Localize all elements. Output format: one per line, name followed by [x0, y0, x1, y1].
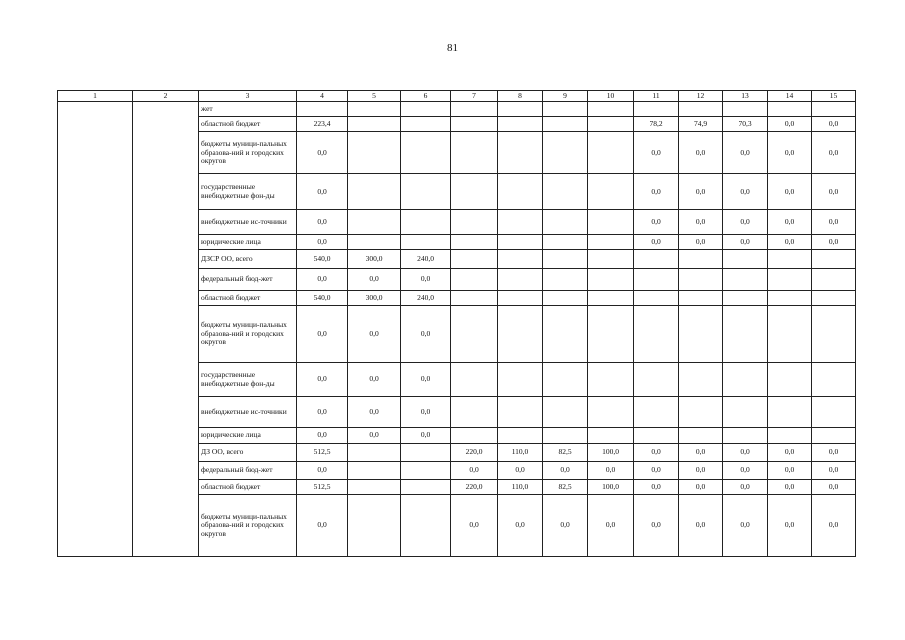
- value-cell: 540,0: [297, 250, 348, 269]
- value-cell: [768, 102, 812, 116]
- value-cell: [401, 210, 451, 235]
- row-label: бюджеты муници-пальных образова-ний и городских округов: [199, 132, 297, 174]
- value-cell: [451, 174, 498, 210]
- value-cell: 0,0: [543, 462, 588, 479]
- value-cell: 0,0: [768, 174, 812, 210]
- value-cell: [543, 210, 588, 235]
- value-cell: 0,0: [297, 362, 348, 397]
- value-cell: [634, 397, 679, 428]
- value-cell: 0,0: [297, 174, 348, 210]
- value-cell: [768, 428, 812, 443]
- value-cell: 0,0: [768, 462, 812, 479]
- value-cell: 82,5: [543, 443, 588, 462]
- value-cell: [451, 397, 498, 428]
- value-cell: [588, 132, 634, 174]
- value-cell: 0,0: [768, 234, 812, 249]
- header-row: [58, 91, 856, 102]
- value-cell: [401, 102, 451, 116]
- value-cell: 0,0: [401, 397, 451, 428]
- header-cell: 1: [58, 91, 133, 102]
- value-cell: 0,0: [348, 305, 401, 362]
- value-cell: 0,0: [348, 397, 401, 428]
- header-cell: 3: [199, 91, 297, 102]
- value-cell: 0,0: [679, 234, 723, 249]
- value-cell: 0,0: [634, 495, 679, 557]
- value-cell: [723, 102, 768, 116]
- header-cell: 9: [543, 91, 588, 102]
- value-cell: [588, 210, 634, 235]
- value-cell: [543, 290, 588, 305]
- value-cell: [451, 362, 498, 397]
- row-label: государственные внебюджетные фон-ды: [199, 174, 297, 210]
- value-cell: [634, 290, 679, 305]
- value-cell: 512,5: [297, 443, 348, 462]
- value-cell: [723, 305, 768, 362]
- header-cell: 7: [451, 91, 498, 102]
- value-cell: [588, 428, 634, 443]
- value-cell: [498, 305, 543, 362]
- value-cell: 0,0: [401, 428, 451, 443]
- value-cell: [498, 362, 543, 397]
- value-cell: 0,0: [401, 362, 451, 397]
- value-cell: [543, 174, 588, 210]
- value-cell: 0,0: [297, 234, 348, 249]
- value-cell: 0,0: [679, 495, 723, 557]
- value-cell: [679, 250, 723, 269]
- value-cell: [498, 102, 543, 116]
- value-cell: [451, 234, 498, 249]
- value-cell: [588, 102, 634, 116]
- value-cell: [348, 495, 401, 557]
- value-cell: [679, 290, 723, 305]
- value-cell: [723, 362, 768, 397]
- value-cell: [812, 428, 856, 443]
- value-cell: [588, 305, 634, 362]
- value-cell: [634, 102, 679, 116]
- value-cell: 0,0: [723, 132, 768, 174]
- value-cell: [498, 428, 543, 443]
- value-cell: [451, 116, 498, 131]
- budget-table: [57, 90, 856, 557]
- value-cell: 0,0: [679, 132, 723, 174]
- value-cell: [498, 250, 543, 269]
- value-cell: 110,0: [498, 479, 543, 494]
- value-cell: [723, 290, 768, 305]
- value-cell: [348, 116, 401, 131]
- value-cell: [348, 443, 401, 462]
- value-cell: [498, 132, 543, 174]
- value-cell: 0,0: [297, 495, 348, 557]
- value-cell: [498, 290, 543, 305]
- value-cell: 110,0: [498, 443, 543, 462]
- value-cell: [451, 428, 498, 443]
- value-cell: 0,0: [543, 495, 588, 557]
- value-cell: 0,0: [451, 462, 498, 479]
- value-cell: 0,0: [679, 479, 723, 494]
- row-label: ДЗСР ОО, всего: [199, 250, 297, 269]
- value-cell: [634, 250, 679, 269]
- value-cell: [768, 397, 812, 428]
- value-cell: [451, 102, 498, 116]
- value-cell: [297, 102, 348, 116]
- value-cell: 0,0: [812, 210, 856, 235]
- value-cell: [348, 234, 401, 249]
- value-cell: 70,3: [723, 116, 768, 131]
- value-cell: 0,0: [297, 305, 348, 362]
- value-cell: [723, 268, 768, 290]
- value-cell: 0,0: [348, 362, 401, 397]
- header-cell: 12: [679, 91, 723, 102]
- value-cell: 0,0: [588, 462, 634, 479]
- row-label: жет: [199, 102, 297, 116]
- merged-cell-col2: [133, 102, 199, 557]
- value-cell: [723, 397, 768, 428]
- value-cell: 0,0: [498, 495, 543, 557]
- value-cell: [679, 268, 723, 290]
- value-cell: [679, 102, 723, 116]
- value-cell: 0,0: [679, 174, 723, 210]
- value-cell: 0,0: [768, 132, 812, 174]
- value-cell: 0,0: [723, 495, 768, 557]
- value-cell: 0,0: [723, 479, 768, 494]
- header-cell: 15: [812, 91, 856, 102]
- value-cell: [401, 495, 451, 557]
- value-cell: 300,0: [348, 250, 401, 269]
- value-cell: [401, 132, 451, 174]
- value-cell: 0,0: [812, 174, 856, 210]
- value-cell: 0,0: [723, 210, 768, 235]
- value-cell: 0,0: [768, 116, 812, 131]
- value-cell: [543, 268, 588, 290]
- value-cell: 0,0: [634, 210, 679, 235]
- row-label: внебюджетные ис-точники: [199, 397, 297, 428]
- value-cell: [498, 268, 543, 290]
- header-cell: 14: [768, 91, 812, 102]
- value-cell: 0,0: [723, 462, 768, 479]
- value-cell: [588, 268, 634, 290]
- value-cell: [588, 174, 634, 210]
- value-cell: [543, 132, 588, 174]
- value-cell: [543, 234, 588, 249]
- row-label: федеральный бюд-жет: [199, 268, 297, 290]
- value-cell: [498, 116, 543, 131]
- value-cell: 82,5: [543, 479, 588, 494]
- row-label: юридические лица: [199, 428, 297, 443]
- value-cell: [348, 462, 401, 479]
- value-cell: 0,0: [348, 428, 401, 443]
- value-cell: [634, 305, 679, 362]
- table-row: [58, 102, 856, 116]
- value-cell: 0,0: [401, 305, 451, 362]
- row-label: областной бюджет: [199, 290, 297, 305]
- value-cell: 100,0: [588, 479, 634, 494]
- value-cell: [401, 234, 451, 249]
- header-cell: 13: [723, 91, 768, 102]
- value-cell: [768, 290, 812, 305]
- value-cell: [588, 116, 634, 131]
- value-cell: 240,0: [401, 290, 451, 305]
- value-cell: [812, 362, 856, 397]
- page-number: 81: [447, 42, 458, 54]
- value-cell: 0,0: [634, 234, 679, 249]
- value-cell: [401, 462, 451, 479]
- value-cell: [348, 479, 401, 494]
- header-cell: 8: [498, 91, 543, 102]
- value-cell: 0,0: [812, 462, 856, 479]
- value-cell: [543, 102, 588, 116]
- value-cell: [634, 428, 679, 443]
- value-cell: 0,0: [768, 479, 812, 494]
- value-cell: [723, 428, 768, 443]
- value-cell: 0,0: [348, 268, 401, 290]
- value-cell: 78,2: [634, 116, 679, 131]
- value-cell: 0,0: [588, 495, 634, 557]
- value-cell: [498, 174, 543, 210]
- value-cell: [768, 250, 812, 269]
- row-label: бюджеты муници-пальных образова-ний и городских округов: [199, 495, 297, 557]
- value-cell: 0,0: [634, 132, 679, 174]
- value-cell: [812, 250, 856, 269]
- value-cell: [348, 210, 401, 235]
- value-cell: 0,0: [812, 443, 856, 462]
- header-cell: 11: [634, 91, 679, 102]
- value-cell: 540,0: [297, 290, 348, 305]
- value-cell: 0,0: [679, 443, 723, 462]
- value-cell: 100,0: [588, 443, 634, 462]
- header-cell: 4: [297, 91, 348, 102]
- value-cell: [451, 250, 498, 269]
- row-label: бюджеты муници-пальных образова-ний и городских округов: [199, 305, 297, 362]
- row-label: областной бюджет: [199, 479, 297, 494]
- value-cell: 0,0: [812, 234, 856, 249]
- value-cell: [543, 116, 588, 131]
- value-cell: 0,0: [723, 234, 768, 249]
- row-label: юридические лица: [199, 234, 297, 249]
- value-cell: 0,0: [297, 210, 348, 235]
- value-cell: 0,0: [297, 428, 348, 443]
- row-label: областной бюджет: [199, 116, 297, 131]
- row-label: ДЗ ОО, всего: [199, 443, 297, 462]
- value-cell: 0,0: [812, 479, 856, 494]
- value-cell: 220,0: [451, 479, 498, 494]
- value-cell: 220,0: [451, 443, 498, 462]
- value-cell: [588, 290, 634, 305]
- value-cell: 74,9: [679, 116, 723, 131]
- value-cell: [543, 397, 588, 428]
- value-cell: [498, 210, 543, 235]
- value-cell: [812, 305, 856, 362]
- value-cell: [768, 268, 812, 290]
- value-cell: [543, 305, 588, 362]
- value-cell: [679, 397, 723, 428]
- value-cell: [812, 102, 856, 116]
- value-cell: 0,0: [723, 443, 768, 462]
- value-cell: 0,0: [401, 268, 451, 290]
- value-cell: 0,0: [768, 210, 812, 235]
- value-cell: [451, 132, 498, 174]
- value-cell: [451, 210, 498, 235]
- value-cell: [768, 305, 812, 362]
- value-cell: [588, 362, 634, 397]
- value-cell: 0,0: [451, 495, 498, 557]
- value-cell: 0,0: [297, 397, 348, 428]
- value-cell: [451, 290, 498, 305]
- value-cell: [634, 268, 679, 290]
- value-cell: [679, 428, 723, 443]
- value-cell: [723, 250, 768, 269]
- value-cell: [498, 397, 543, 428]
- value-cell: [812, 397, 856, 428]
- value-cell: [768, 362, 812, 397]
- value-cell: [348, 132, 401, 174]
- value-cell: [812, 290, 856, 305]
- value-cell: [679, 305, 723, 362]
- value-cell: [451, 268, 498, 290]
- value-cell: 0,0: [634, 174, 679, 210]
- value-cell: [498, 234, 543, 249]
- value-cell: [543, 250, 588, 269]
- value-cell: 0,0: [812, 116, 856, 131]
- value-cell: 0,0: [768, 443, 812, 462]
- value-cell: [543, 428, 588, 443]
- value-cell: [401, 116, 451, 131]
- value-cell: [679, 362, 723, 397]
- value-cell: 240,0: [401, 250, 451, 269]
- header-cell: 6: [401, 91, 451, 102]
- value-cell: 0,0: [297, 268, 348, 290]
- value-cell: 512,5: [297, 479, 348, 494]
- value-cell: [812, 268, 856, 290]
- row-label: федеральный бюд-жет: [199, 462, 297, 479]
- value-cell: 0,0: [297, 132, 348, 174]
- value-cell: [588, 397, 634, 428]
- value-cell: [401, 174, 451, 210]
- value-cell: [348, 102, 401, 116]
- value-cell: [401, 443, 451, 462]
- header-cell: 5: [348, 91, 401, 102]
- value-cell: [401, 479, 451, 494]
- value-cell: 0,0: [723, 174, 768, 210]
- value-cell: 0,0: [634, 443, 679, 462]
- merged-cell-col1: [58, 102, 133, 557]
- value-cell: 0,0: [297, 462, 348, 479]
- value-cell: [634, 362, 679, 397]
- value-cell: [588, 234, 634, 249]
- value-cell: 0,0: [498, 462, 543, 479]
- header-cell: 2: [133, 91, 199, 102]
- row-label: государственные внебюджетные фон-ды: [199, 362, 297, 397]
- value-cell: [451, 305, 498, 362]
- value-cell: [348, 174, 401, 210]
- value-cell: 0,0: [679, 210, 723, 235]
- value-cell: [588, 250, 634, 269]
- value-cell: 300,0: [348, 290, 401, 305]
- value-cell: 0,0: [634, 462, 679, 479]
- value-cell: 0,0: [812, 495, 856, 557]
- value-cell: 0,0: [634, 479, 679, 494]
- row-label: внебюджетные ис-точники: [199, 210, 297, 235]
- header-cell: 10: [588, 91, 634, 102]
- value-cell: 0,0: [812, 132, 856, 174]
- value-cell: 223,4: [297, 116, 348, 131]
- value-cell: 0,0: [679, 462, 723, 479]
- value-cell: [543, 362, 588, 397]
- value-cell: 0,0: [768, 495, 812, 557]
